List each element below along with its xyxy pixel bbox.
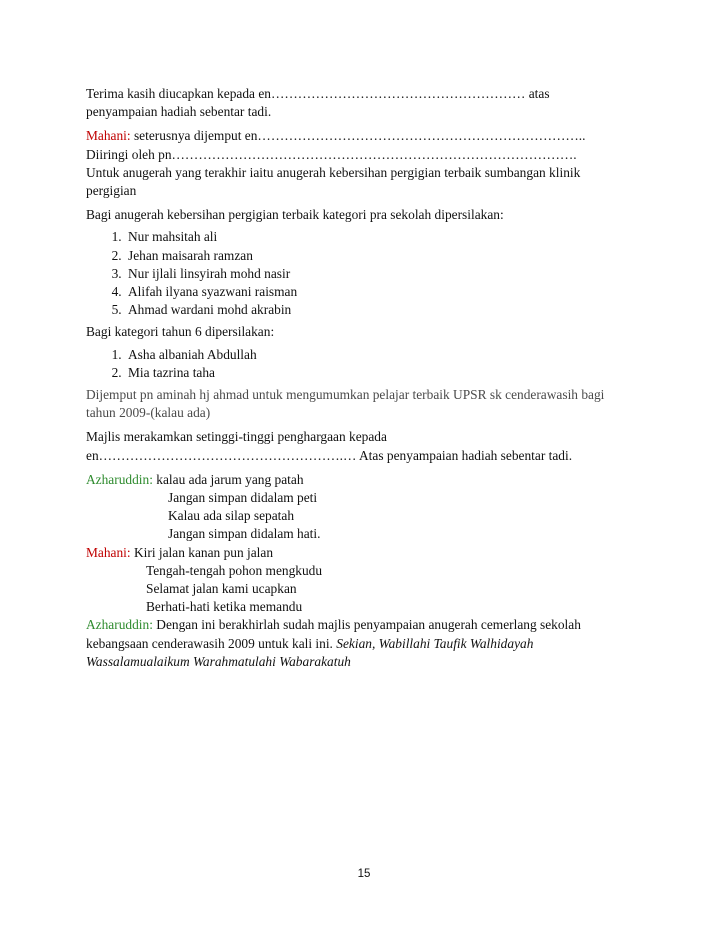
closing-text: kebangsaan cenderawasih 2009 untuk kali ini. bbox=[86, 635, 337, 651]
pantun2-line-4: Berhati-hati ketika memandu bbox=[146, 599, 303, 615]
pantun1-line-3: Kalau ada silap sepatah bbox=[168, 508, 295, 524]
mahani-invite-line bbox=[86, 127, 666, 145]
document-body bbox=[86, 85, 666, 671]
pantun1-line-2: Jangan simpan didalam peti bbox=[168, 490, 318, 506]
list-item: 5. Ahmad wardani mohd akrabin bbox=[125, 301, 666, 319]
speaker-azharuddin: Azharuddin: bbox=[86, 471, 153, 487]
closing-line-2 bbox=[86, 635, 666, 653]
thanks-line-1: Terima kasih diucapkan kepada en………………………………………………… atas bbox=[86, 86, 550, 101]
list-item: 2. Mia tazrina taha bbox=[125, 364, 666, 382]
final-award-line-1: Untuk anugerah yang terakhir iaitu anugerah kebersihan pergigian terbaik sumbangan klinik bbox=[86, 164, 581, 180]
pantun-text: kalau ada jarum yang patah bbox=[152, 471, 304, 487]
page-number: 15 bbox=[357, 868, 371, 880]
prasekolah-heading: Bagi anugerah kebersihan pergigian terbaik kategori pra sekolah dipersilakan: bbox=[86, 207, 504, 223]
prasekolah-list bbox=[86, 228, 666, 319]
closing-line-1 bbox=[86, 616, 666, 634]
pantun2-line-2: Tengah-tengah pohon mengkudu bbox=[146, 562, 323, 578]
appreciation-line-1: Majlis merakamkan setinggi-tinggi penghargaan kepada bbox=[86, 429, 387, 445]
list-item: 1. Asha albaniah Abdullah bbox=[125, 346, 666, 364]
pantun2-line-1 bbox=[86, 544, 666, 562]
final-award-line-2: pergigian bbox=[86, 183, 137, 199]
tahun6-heading: Bagi kategori tahun 6 dipersilakan: bbox=[86, 324, 275, 340]
list-item: 3. Nur ijlali linsyirah mohd nasir bbox=[125, 265, 666, 283]
invite-text: seterusnya dijemput en……………………………………………………………….. bbox=[130, 128, 586, 144]
pantun1-line-4: Jangan simpan didalam hati. bbox=[168, 526, 321, 542]
pantun-text: Kiri jalan kanan pun jalan bbox=[130, 544, 274, 560]
speaker-mahani: Mahani: bbox=[86, 544, 131, 560]
upsr-announcement-line-1: Dijemput pn aminah hj ahmad untuk mengumumkan pelajar terbaik UPSR sk cenderawasih bagi bbox=[86, 387, 605, 403]
pantun1-line-1 bbox=[86, 471, 666, 489]
closing-text: Dengan ini berakhirlah sudah majlis penyampaian anugerah cemerlang sekolah bbox=[152, 617, 581, 633]
list-item: 2. Jehan maisarah ramzan bbox=[125, 247, 666, 265]
speaker-mahani: Mahani: bbox=[86, 128, 131, 144]
thanks-line-2: penyampaian hadiah sebentar tadi. bbox=[86, 104, 272, 120]
list-item: 1. Nur mahsitah ali bbox=[125, 228, 666, 246]
appreciation-line-2: en……………………………………………….… Atas penyampaian hadiah sebentar tadi. bbox=[86, 447, 573, 463]
tahun6-list bbox=[86, 346, 666, 382]
accompanied-line: Diiringi oleh pn………………………………………………………………………………. bbox=[86, 146, 577, 162]
speaker-azharuddin: Azharuddin: bbox=[86, 617, 153, 633]
list-item: 4. Alifah ilyana syazwani raisman bbox=[125, 283, 666, 301]
closing-line-3: Wassalamualaikum Warahmatulahi Wabarakatuh bbox=[86, 653, 351, 669]
upsr-announcement-line-2: tahun 2009-(kalau ada) bbox=[86, 405, 211, 421]
closing-salam: Sekian, Wabillahi Taufik Walhidayah bbox=[336, 635, 534, 651]
pantun2-line-3: Selamat jalan kami ucapkan bbox=[146, 581, 297, 597]
